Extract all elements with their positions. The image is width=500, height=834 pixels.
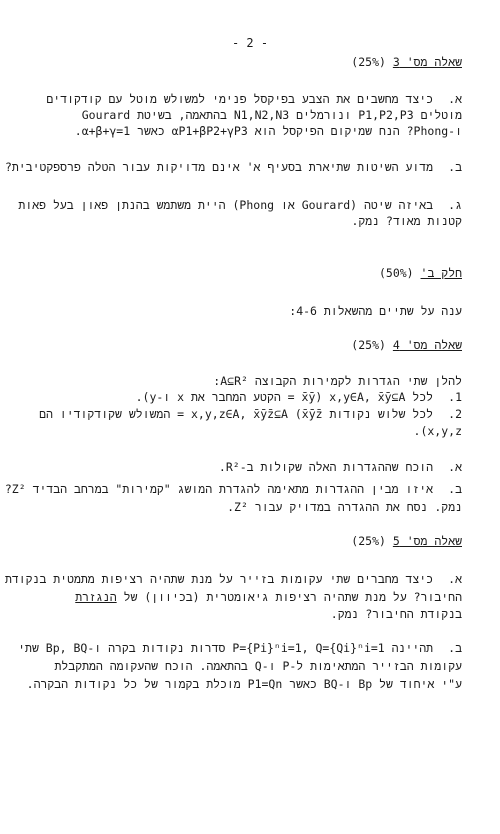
question-4-weight: (25%) (351, 338, 386, 352)
q5-a-marker: א. (448, 572, 462, 586)
q4-b-marker: ב. (448, 482, 462, 496)
q4-a-marker: א. (448, 460, 462, 474)
part-b-weight: (50%) (378, 266, 414, 280)
q3-c-text-1: באיזה שיטה (Gourard או Phong) היית משתמש בהנתן פאון בעל פאות (18, 198, 434, 212)
q5-b-text-2: עקומות הבזייר המתאימות ל-P ו-Q בהתאמה. הוכח שהעקומה המתקבלת (54, 659, 462, 673)
q5-a-text-3: בנקודת החיבור? נמק. (330, 607, 462, 621)
q4-b-text-2: נמק. נסח את ההגדרה במדויק עבור Z². (227, 500, 462, 514)
q4-def-2-line-1 (39, 407, 462, 421)
q4-a-text-1: הוכח שההגדרות האלה שקולות ב-R². (218, 460, 434, 474)
q3-a-line-1 (46, 92, 462, 106)
q5-b-line-1 (18, 641, 462, 655)
q3-a-line-3 (75, 124, 462, 138)
q4-intro: להלן שתי הגדרות לקמירות הקבוצה A⊆R²: (213, 374, 462, 388)
q3-c-line-2 (351, 214, 462, 228)
q5-b-line-2 (55, 659, 463, 673)
q5-b-marker: ב. (448, 641, 462, 655)
q3-b-line-1 (5, 160, 462, 174)
q3-a-text-1: כיצד מחשבים את הצבע בפיקסל פנימי למשולש מוטל עם קודקודים (46, 92, 434, 106)
q3-b-text-1: מדוע השיטות שתיארת בסעיף א' אינם מדויקות עבור הטלה פרספקטיבית? (4, 160, 434, 174)
q5-a-text-1: כיצד מחברים שתי עקומות בזייר על מנת שתהיה רציפות מתמטית בנקודת (4, 572, 434, 586)
q3-b-marker: ב. (448, 160, 462, 174)
question-4-header (351, 338, 462, 352)
q4-def-1-number: 1. (448, 390, 462, 404)
part-b-title: חלק ב' (420, 266, 462, 280)
question-5-weight: (25%) (351, 534, 386, 548)
question-5-header (351, 534, 462, 548)
q4-b-line-2 (227, 500, 462, 514)
q3-a-marker: א. (448, 92, 462, 106)
q3-c-marker: ג. (448, 198, 462, 212)
question-4-title: שאלה מס' 4 (392, 338, 462, 352)
q3-c-text-2: קטנות מאוד? נמק. (351, 214, 462, 228)
q4-def-2-line-2 (414, 424, 462, 438)
q5-b-text-1: תהיינה P={Pi}ⁿi=1, Q={Qi}ⁿi=1 סדרות נקודות בקרה ו-Bp, BQ שתי (18, 641, 434, 655)
q5-a-text-2: החיבור? על מנת שתהיה רציפות גיאומטרית (בכיוון) של (123, 590, 462, 604)
q3-c-line-1 (18, 198, 462, 212)
q5-b-text-3: ע"י איחוד של Bp ו-BQ כאשר P1=Qn מוכלת בקמור של כל נקודות הבקרה. (26, 677, 462, 691)
q4-def-1 (136, 390, 462, 404)
q4-b-line-1 (5, 482, 462, 496)
part-b-instruction: ענה על שתיים מהשאלות 4-6: (289, 304, 462, 318)
question-3-weight: (25%) (351, 55, 386, 69)
q4-def-2-text-1: לכל שלוש נקודות x,y,z∈A, x̄ȳz̄⊆A (x̄ȳz̄ = המשולש שקודקודיו הם (39, 407, 434, 421)
question-3-title: שאלה מס' 3 (392, 55, 462, 69)
q5-b-line-3 (27, 677, 462, 691)
q4-def-1-text: לכל x,y∈A, x̄ȳ⊆A (x̄ȳ = הקטע המחבר את x ו-y). (135, 390, 434, 404)
q4-def-2-number: 2. (448, 407, 462, 421)
q5-a-line-2 (75, 590, 462, 604)
q4-b-text-1: איזו מבין ההגדרות מתאימה להגדרת המושג "קמירות" במרחב הבדיד Z²? (4, 482, 434, 496)
q5-a-underlined-term: הנגזרת (75, 590, 117, 604)
q3-a-text-2: מוטלים P1,P2,P3 ונורמלים N1,N2,N3 בהתאמה, בשיטת Gourard (81, 108, 462, 122)
q3-a-line-2 (82, 108, 462, 122)
q4-a-line-1 (219, 460, 462, 474)
q5-a-line-1 (5, 572, 462, 586)
question-5-title: שאלה מס' 5 (392, 534, 462, 548)
q3-a-text-3: ו-Phong? הנח שמיקום הפיקסל הוא αP1+βP2+γP3 כאשר α+β+γ=1. (74, 124, 462, 138)
part-b-header (379, 266, 462, 280)
question-3-header (351, 55, 462, 69)
q5-a-line-3 (331, 607, 462, 621)
page-number: - 2 - (231, 36, 269, 50)
q4-def-2-text-2: x,y,z). (413, 424, 462, 438)
